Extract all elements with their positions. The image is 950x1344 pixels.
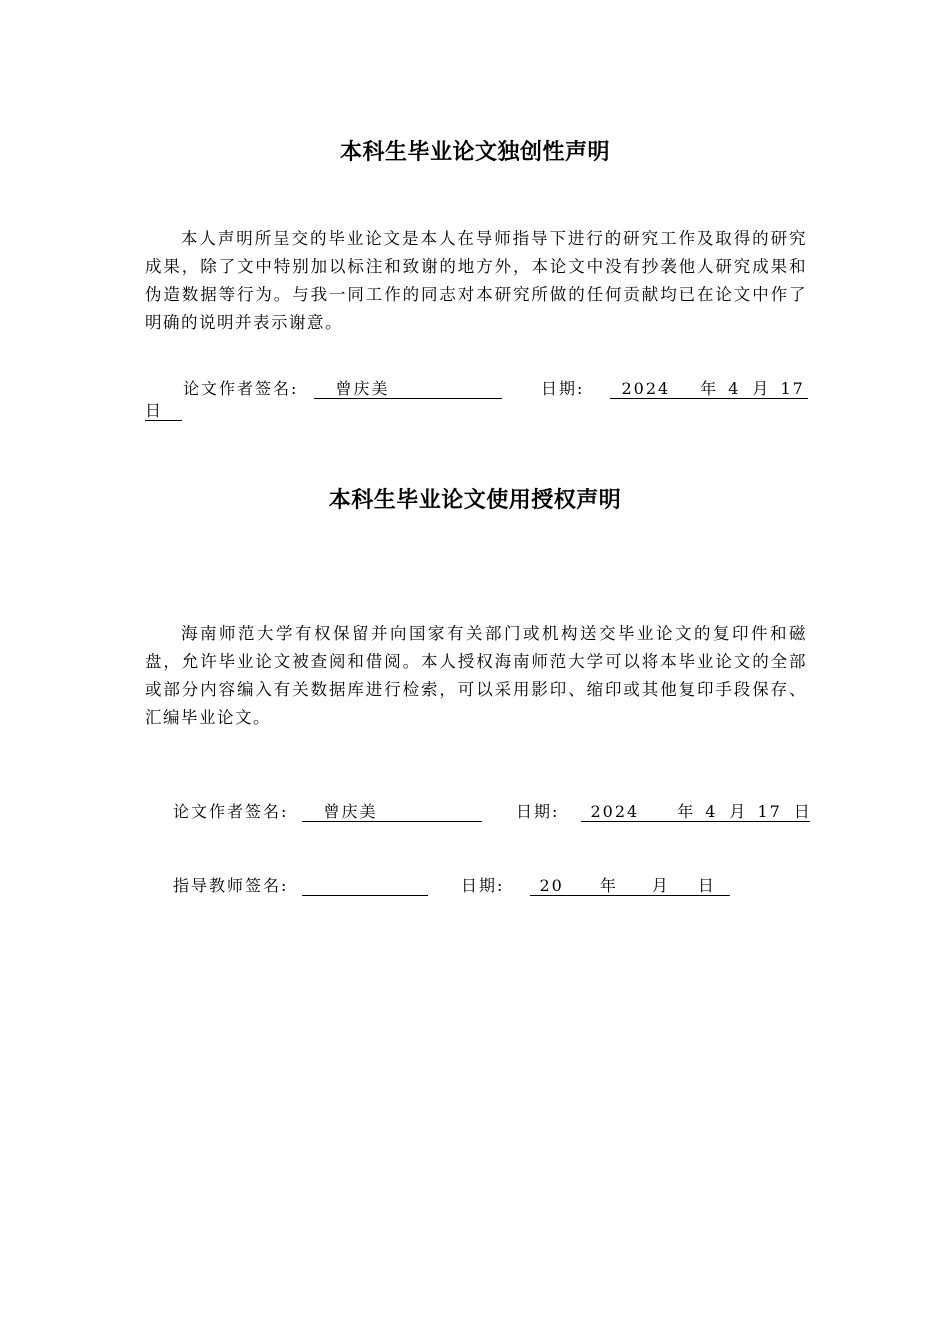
originality-title: 本科生毕业论文独创性声明: [339, 140, 610, 165]
author-date-day: 17: [757, 802, 782, 821]
date-label: 日期:: [541, 379, 585, 398]
advisor-signature-label: 指导教师签名:: [173, 876, 289, 895]
originality-body: 本人声明所呈交的毕业论文是本人在导师指导下进行的研究工作及取得的研究成果，除了文中特别加以标注和致谢的地方外，本论文中没有抄袭他人研究成果和伪造数据等行为。与我一同工作的同志对本研究所做的任何贡献均已在论文中作了明确的说明并表示谢意。: [145, 229, 807, 332]
signature-name: 曾庆美: [335, 379, 390, 398]
date-field: [610, 379, 808, 399]
author-date-year: 2024: [590, 802, 640, 821]
signature-field: [314, 379, 502, 399]
advisor-date-month-unit: 月: [651, 876, 670, 895]
date-month-unit: 月: [752, 379, 771, 398]
author-date-label: 日期:: [516, 802, 560, 821]
signature-label: 论文作者签名:: [183, 379, 299, 398]
author-date-month-unit: 月: [729, 802, 748, 821]
originality-signature-line: [183, 376, 502, 399]
date-day-unit: 日: [145, 401, 164, 420]
advisor-date-year-unit: 年: [599, 876, 618, 895]
author-date-field: [581, 802, 810, 822]
advisor-date-label: 日期:: [461, 876, 505, 895]
advisor-date-day-unit: 日: [697, 876, 716, 895]
date-day: 17: [780, 379, 805, 398]
authorization-body: 海南师范大学有权保留并向国家有关部门或机构送交毕业论文的复印件和磁盘，允许毕业论文被查阅和借阅。本人授权海南师范大学可以将本毕业论文的全部或部分内容编入有关数据库进行检索，可以采用影印、缩印或其他复印手段保存、汇编毕业论文。: [145, 624, 807, 727]
advisor-signature-line: [173, 873, 428, 896]
author-signature-field: [302, 802, 482, 822]
author-date-month: 4: [705, 802, 718, 821]
advisor-date-line: [461, 873, 730, 896]
originality-date-line: [541, 376, 808, 399]
date-year: 2024: [621, 379, 671, 398]
date-day-unit-field: [145, 401, 182, 421]
advisor-date-field: [530, 876, 730, 896]
advisor-date-year: 20: [539, 876, 564, 895]
author-date-day-unit: 日: [793, 802, 812, 821]
author-date-year-unit: 年: [677, 802, 696, 821]
date-month: 4: [728, 379, 741, 398]
authorization-date-line: [516, 799, 810, 822]
author-signature-name: 曾庆美: [323, 802, 378, 821]
date-year-unit: 年: [700, 379, 719, 398]
originality-date-wrap: [145, 401, 182, 421]
author-signature-label: 论文作者签名:: [173, 802, 289, 821]
authorization-title: 本科生毕业论文使用授权声明: [328, 488, 622, 513]
authorization-signature-line: [173, 799, 482, 822]
advisor-signature-field: [302, 876, 428, 896]
